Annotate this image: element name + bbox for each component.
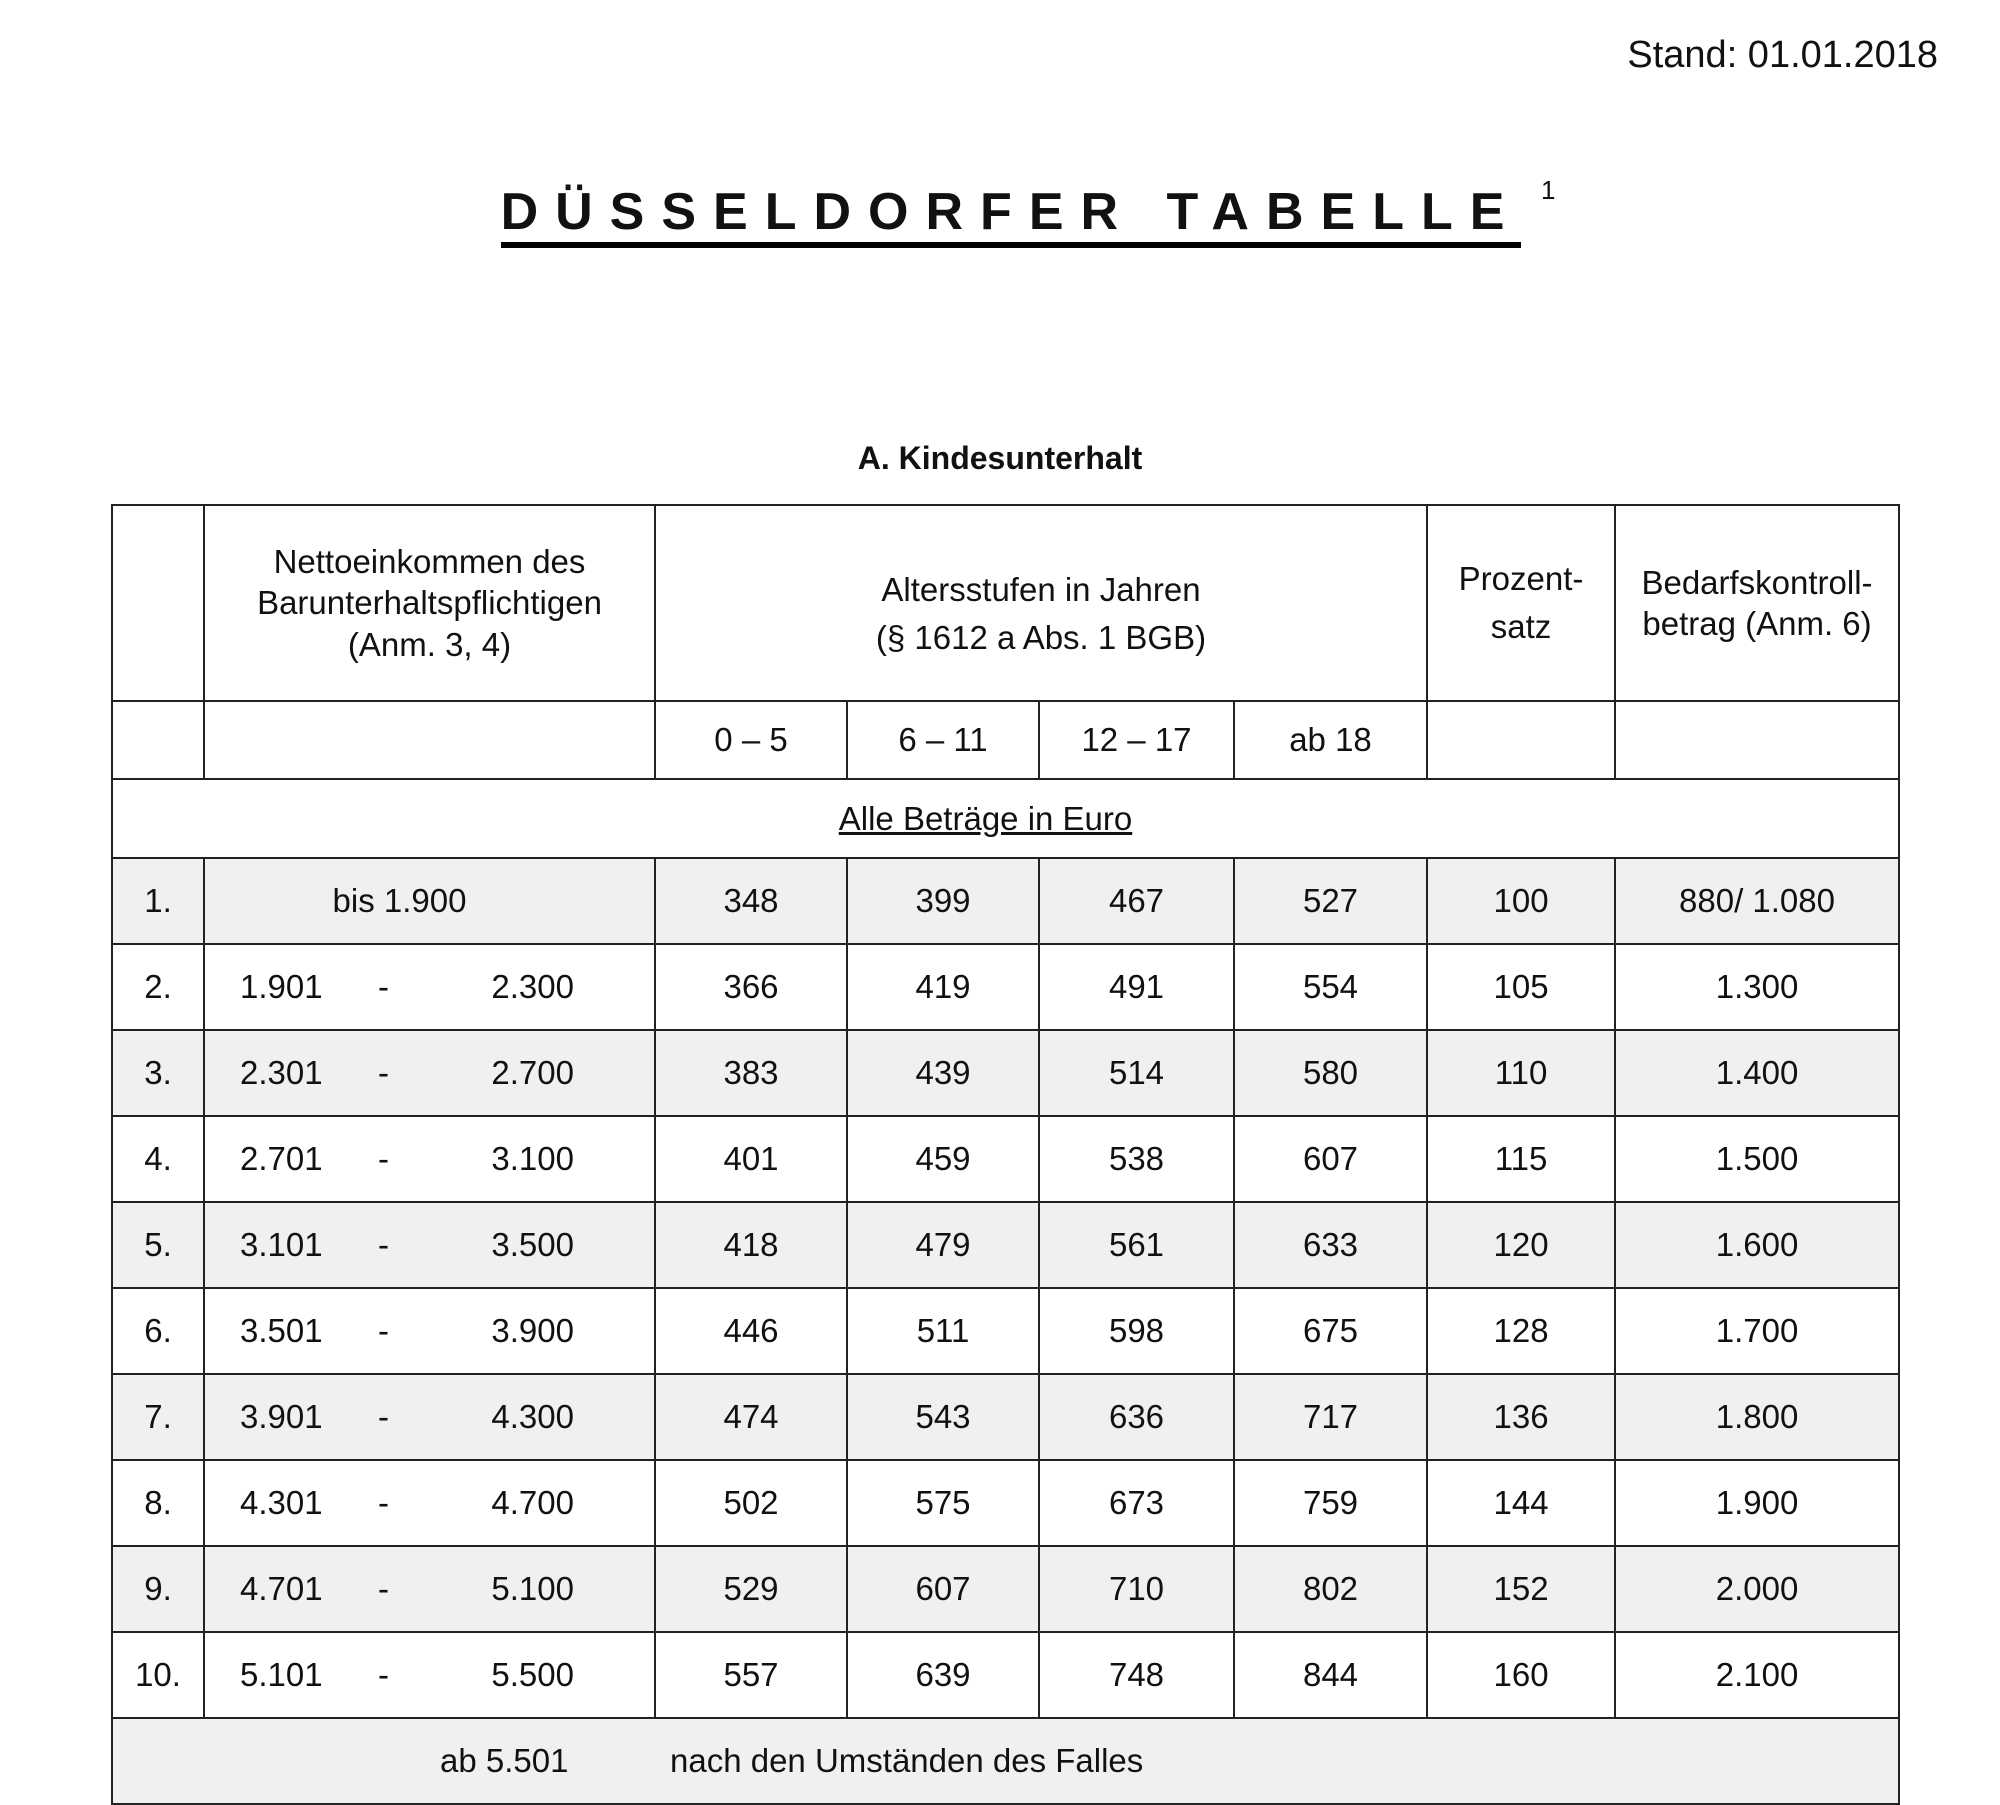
age-groups-header [655, 505, 1427, 701]
header-row [112, 505, 1899, 701]
income-header-line: (Anm. 3, 4) [347, 625, 512, 663]
amount-age-6-11: 479 [847, 1202, 1039, 1288]
age-header-line: Altersstufen in Jahren [881, 571, 1201, 609]
percentage: 152 [1427, 1546, 1615, 1632]
income-header-line: Barunterhaltspflichtigen [257, 584, 602, 622]
above-max-income: ab 5.501 [440, 1742, 569, 1779]
currency-note [112, 779, 1899, 858]
above-max-note: nach den Umständen des Falles [670, 1742, 1144, 1779]
age-group-12-17: 12 – 17 [1039, 701, 1234, 779]
currency-note-text: Alle Beträge in Euro [838, 799, 1133, 837]
amount-age-12-17: 491 [1039, 944, 1234, 1030]
income-range [204, 858, 655, 944]
age-header-line: (§ 1612 a Abs. 1 BGB) [875, 619, 1207, 656]
title-label: DÜSSELDORFER TABELLE [500, 183, 1522, 241]
income-to: 3.500 [491, 1226, 574, 1263]
income-header-line: Nettoeinkommen des [273, 543, 586, 581]
income-range [204, 1202, 655, 1288]
amount-age-18-plus: 527 [1234, 858, 1427, 944]
amount-age-6-11: 575 [847, 1460, 1039, 1546]
percentage: 120 [1427, 1202, 1615, 1288]
control-amount: 1.700 [1615, 1288, 1899, 1374]
income-to: 4.700 [491, 1484, 574, 1521]
income-range [204, 944, 655, 1030]
amount-age-0-5: 446 [655, 1288, 847, 1374]
amount-age-0-5: 502 [655, 1460, 847, 1546]
table-row [112, 1374, 1899, 1460]
table-row [112, 944, 1899, 1030]
amount-age-18-plus: 844 [1234, 1632, 1427, 1718]
income-bracket-number: 6. [112, 1288, 204, 1374]
income-header [204, 505, 655, 701]
income-range [204, 1632, 655, 1718]
percent-header-line: Prozent- [1458, 560, 1584, 598]
table-row [112, 1460, 1899, 1546]
income-dash: - [378, 1312, 389, 1349]
income-from: 3.501 [240, 1312, 323, 1349]
age-group-6-11: 6 – 11 [847, 701, 1039, 779]
amount-age-12-17: 467 [1039, 858, 1234, 944]
percentage: 115 [1427, 1116, 1615, 1202]
income-range [204, 1116, 655, 1202]
percentage: 136 [1427, 1374, 1615, 1460]
income-from: 1.901 [240, 968, 323, 1005]
amount-age-18-plus: 717 [1234, 1374, 1427, 1460]
control-amount: 1.500 [1615, 1116, 1899, 1202]
empty-cell [204, 701, 655, 779]
amount-age-6-11: 419 [847, 944, 1039, 1030]
control-header-line: betrag (Anm. 6) [1642, 605, 1872, 642]
income-from: 2.301 [240, 1054, 323, 1091]
income-single: bis 1.900 [332, 882, 467, 919]
income-to: 3.100 [491, 1140, 574, 1177]
amount-age-12-17: 514 [1039, 1030, 1234, 1116]
control-amount: 1.300 [1615, 944, 1899, 1030]
amount-age-6-11: 511 [847, 1288, 1039, 1374]
amount-age-0-5: 348 [655, 858, 847, 944]
rank-header [112, 505, 204, 701]
amount-age-18-plus: 580 [1234, 1030, 1427, 1116]
title-text [500, 175, 1556, 248]
amount-age-12-17: 748 [1039, 1632, 1234, 1718]
amount-age-6-11: 459 [847, 1116, 1039, 1202]
control-amount: 1.400 [1615, 1030, 1899, 1116]
age-subheader-row [112, 701, 1899, 779]
amount-age-6-11: 399 [847, 858, 1039, 944]
table-row [112, 1546, 1899, 1632]
table-row [112, 858, 1899, 944]
income-range [204, 1546, 655, 1632]
income-dash: - [378, 1226, 389, 1263]
income-bracket-number: 5. [112, 1202, 204, 1288]
table-row [112, 1202, 1899, 1288]
income-from: 5.101 [240, 1656, 323, 1693]
income-from: 4.301 [240, 1484, 323, 1521]
income-bracket-number: 3. [112, 1030, 204, 1116]
percentage: 105 [1427, 944, 1615, 1030]
control-amount: 1.600 [1615, 1202, 1899, 1288]
income-to: 3.900 [491, 1312, 574, 1349]
title-footnote: 1 [1540, 175, 1556, 205]
control-header-line: Bedarfskontroll- [1641, 563, 1873, 601]
amount-age-18-plus: 633 [1234, 1202, 1427, 1288]
table-row [112, 1288, 1899, 1374]
income-bracket-number: 4. [112, 1116, 204, 1202]
income-dash: - [378, 1570, 389, 1607]
income-bracket-number: 1. [112, 858, 204, 944]
income-from: 4.701 [240, 1570, 323, 1607]
income-to: 5.500 [491, 1656, 574, 1693]
amount-age-12-17: 673 [1039, 1460, 1234, 1546]
table-row [112, 1030, 1899, 1116]
income-dash: - [378, 1140, 389, 1177]
control-amount: 2.100 [1615, 1632, 1899, 1718]
amount-age-12-17: 710 [1039, 1546, 1234, 1632]
income-range [204, 1374, 655, 1460]
age-group-0-5: 0 – 5 [655, 701, 847, 779]
percentage: 110 [1427, 1030, 1615, 1116]
age-group-18-plus: ab 18 [1234, 701, 1427, 779]
table-row-above-max [112, 1718, 1899, 1804]
income-to: 5.100 [491, 1570, 574, 1607]
income-bracket-number: 9. [112, 1546, 204, 1632]
duesseldorfer-table [111, 504, 1900, 1805]
income-to: 2.700 [491, 1054, 574, 1091]
amount-age-12-17: 598 [1039, 1288, 1234, 1374]
table-row [112, 1632, 1899, 1718]
income-bracket-number: 7. [112, 1374, 204, 1460]
amount-age-6-11: 543 [847, 1374, 1039, 1460]
currency-note-row [112, 779, 1899, 858]
percentage: 128 [1427, 1288, 1615, 1374]
income-dash: - [378, 1398, 389, 1435]
amount-age-0-5: 366 [655, 944, 847, 1030]
empty-cell [1427, 701, 1615, 779]
control-amount: 880/ 1.080 [1615, 858, 1899, 944]
amount-age-6-11: 607 [847, 1546, 1039, 1632]
control-amount: 1.900 [1615, 1460, 1899, 1546]
control-amount-header [1615, 505, 1899, 701]
percentage: 100 [1427, 858, 1615, 944]
amount-age-18-plus: 802 [1234, 1546, 1427, 1632]
control-amount: 1.800 [1615, 1374, 1899, 1460]
amount-age-0-5: 383 [655, 1030, 847, 1116]
percentage: 160 [1427, 1632, 1615, 1718]
amount-age-12-17: 636 [1039, 1374, 1234, 1460]
amount-age-18-plus: 675 [1234, 1288, 1427, 1374]
income-to: 4.300 [491, 1398, 574, 1435]
amount-age-0-5: 474 [655, 1374, 847, 1460]
income-bracket-number: 10. [112, 1632, 204, 1718]
income-dash: - [378, 1656, 389, 1693]
amount-age-18-plus: 554 [1234, 944, 1427, 1030]
income-range [204, 1460, 655, 1546]
amount-age-18-plus: 759 [1234, 1460, 1427, 1546]
amount-age-12-17: 561 [1039, 1202, 1234, 1288]
income-from: 3.901 [240, 1398, 323, 1435]
amount-age-6-11: 639 [847, 1632, 1039, 1718]
income-range [204, 1030, 655, 1116]
income-to: 2.300 [491, 968, 574, 1005]
amount-age-18-plus: 607 [1234, 1116, 1427, 1202]
stand-date: Stand: 01.01.2018 [1627, 34, 1938, 76]
income-range [204, 1288, 655, 1374]
empty-cell [1615, 701, 1899, 779]
control-amount: 2.000 [1615, 1546, 1899, 1632]
empty-cell [112, 701, 204, 779]
percent-header-line: satz [1490, 608, 1552, 645]
document-title [0, 175, 2000, 248]
section-heading: A. Kindesunterhalt [857, 440, 1143, 476]
table-row [112, 1116, 1899, 1202]
amount-age-12-17: 538 [1039, 1116, 1234, 1202]
income-dash: - [378, 1484, 389, 1521]
above-max-cell [112, 1718, 1899, 1804]
income-bracket-number: 8. [112, 1460, 204, 1546]
amount-age-0-5: 401 [655, 1116, 847, 1202]
income-dash: - [378, 968, 389, 1005]
income-from: 2.701 [240, 1140, 323, 1177]
amount-age-0-5: 557 [655, 1632, 847, 1718]
income-bracket-number: 2. [112, 944, 204, 1030]
amount-age-0-5: 529 [655, 1546, 847, 1632]
table-body [112, 858, 1899, 1718]
amount-age-0-5: 418 [655, 1202, 847, 1288]
percent-header [1427, 505, 1615, 701]
income-dash: - [378, 1054, 389, 1091]
income-from: 3.101 [240, 1226, 323, 1263]
amount-age-6-11: 439 [847, 1030, 1039, 1116]
percentage: 144 [1427, 1460, 1615, 1546]
